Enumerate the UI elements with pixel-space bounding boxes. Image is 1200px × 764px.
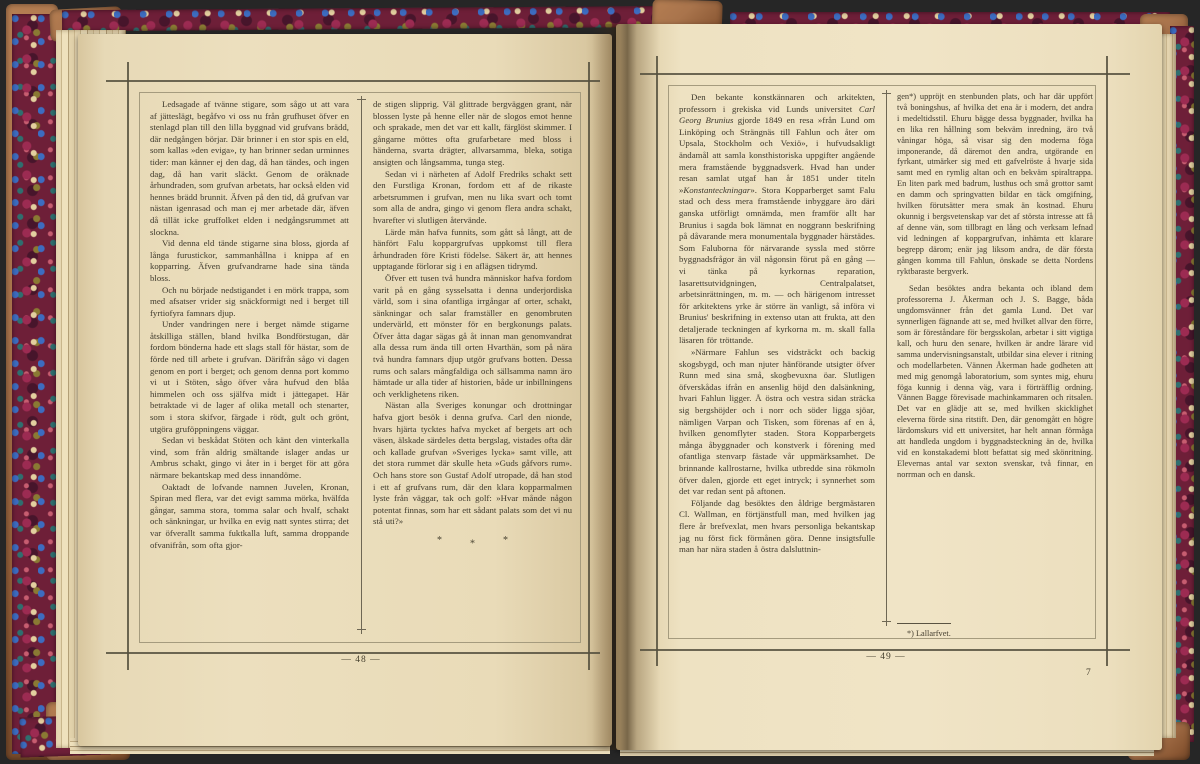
frame-line-bottom (640, 649, 1130, 651)
page-number-left: — 48 — (341, 655, 381, 665)
paragraph: Nästan alla Sveriges konungar och drottningar hafva gjort besök i denna grufva. Carl den nionde, hvars hjärta tycktes hafva mycket af bergets art och väsen, älskade särdeles detta bergslag, vistades ofta där och kallade grufvan »Sveriges lycka» samt ville, att det stora rummet där skulle heta »Guds gåfvors rum». Och hans store son Gustaf Adolf utropade, då han stod i ett af grufvans rum, där den klara kopparmalmen lyste från väggar, tak och golf: »Hvar månde någon potentat finnas, som har ett sådant palats som det vi nu stå uti?» (373, 400, 572, 527)
paragraph: Sedan besöktes andra bekanta och ibland dem professorerna J. Åkerman och J. S. Bagge, båda ungdomsvänner från det gamla Lund. Det var synnerligen fägnande att se, med hvilket allvar den förre, som är föreståndare för bergsskolan, arbetar i sitt vigtiga kall, och huru den senare, hvilken är andre lärare vid samma undervisningsanstalt, utbildar sina elever i ritning och modellarbeten. Vännen Åkerman hade godheten att med mig genomgå laboratorium, som syntes mig, ehuru föga kunnig i denna väg, vara i förträfflig ordning. Vännen Bagge förevisade machinkammaren och ritsalen. Det var en glädje att se, med hvilken skicklighet eleverna förde sina ritstift. Den, där genomgått en högre lärdomskurs vid ett universitet, har helt annan förmåga att handleda ungdom i byggnadsteckning än de, hvilka vid en konstakademi blott befattat sig med skönritning. Elevernas antal var sexton svenskar, två finnar, en norrman och en dansk. (897, 284, 1093, 479)
marbled-endpaper-top (62, 6, 712, 32)
marbled-endpaper-left (12, 14, 56, 754)
paragraph: Sedan vi i närheten af Adolf Fredriks schakt sett den Furstliga Kronan, fordom ett af de rikaste arbetsrummen i grufvan, men nu lika svart och tomt som alla de andra, gingo vi genom flera andra schakt, hvarefter vi slutligen återvände. (373, 168, 572, 225)
asterisk: * (503, 534, 508, 546)
right-page-text (679, 92, 1093, 638)
frame-line-right (1106, 56, 1108, 666)
paragraph (679, 92, 875, 347)
left-page-column-2 (373, 99, 572, 639)
paragraph: Lärde män hafva funnits, som gått så långt, att de hänfört Falu koppargrufvas uppkomst till flera århundraden före Kristi födelse. Säkert är, att hennes upptagande förlorar sig i en aflägsen tidrymd. (373, 226, 572, 272)
paragraph: Vid denna eld tände stigarne sina bloss, gjorda af långa furustickor, sammanhållna i knippa af en kopparring. Äfven grufvandrarne hade sina tända bloss. (150, 238, 349, 283)
frame-line-top (106, 80, 600, 82)
italic-book-title: Konstanteckningar (683, 184, 751, 195)
frame-line-left (656, 56, 658, 666)
frame-line-left (127, 62, 129, 670)
signature-number: 7 (1086, 668, 1091, 678)
paragraph: gen*) uppröjt en stenbunden plats, och har där uppfört två boningshus, af hvilka det ena är i modern, det andra i medeltidsstil. Ehuru bägge dessa byggnader, hvilka ha en lika ren hållning som bekväm inredning, äro två våningar höga, så visar sig den moderna föga imponerande, då däremot den andra, utgörande en fyrkant, utmärker sig med ett gafvelröste å hvarje sida samt med en rymlig altan och en bekväm spiraltrappa. En liten park med badrum, lusthus och små grottor samt en damm och springvatten bildar en täck omgifning, hvilken förutsätter mera smak än kostnad. Ehuru okunnig i bergsvetenskap var det af största intresse att få af denne vän, som tillbragt en lång och verksam lefnad vid ledningen af koppargrufvan, inhämta ett klarare begrepp därom; enär jag liksom andra, de där första gången komma till Fahlun, önskade se detta Nordens ryktbaraste bergverk. (897, 92, 1093, 276)
asterisk-dinkus (373, 534, 572, 550)
footnote (897, 623, 1093, 638)
paragraph: de stigen slipprig. Väl glittrade bergväggen grant, när blossen lyste på henne eller när de slogos emot henne och sprakade, men det var ett kallt, färglöst skimmer. I gångarne möttes ofta grufarbetare med bloss i händerna, svarta drägter, allvarsamma, bleka, sotiga ansigten och långsamma, tunga steg. (373, 99, 572, 167)
paragraph: Sedan vi beskådat Stöten och känt den vinterkalla vind, som från aldrig smältande islager andas ur Ambrus schakt, gingo vi åter in i berget för att göra närmare bekantskap med dess innandöme. (150, 435, 349, 480)
paragraph: Ledsagade af tvänne stigare, som sågo ut att vara af jätteslägt, begåfvo vi oss nu från grufhuset öfver en stenlagd plan till den lilla byggnad vid grufvans brädd, där nedgången börjar. Där brinner i en stor spis en eld, som kallas »den eviga», ty han brinner sedan urminnes tider: man känner ej den dag, då han tändes, och ingen dag, då han varit släckt. Genom de oräknade århundraden, som grufvan arbetats, har också elden vid hennes brädd brunnit. Äfven på den tid, då grufvan var nästan igenrasad och man ej mer arbetade där, äfven då tillät icke gruffolket elden i nedgångsrummet att slockna. (150, 99, 349, 237)
left-page-text (150, 99, 572, 639)
footnote-rule (897, 623, 951, 624)
paragraph: Under vandringen nere i berget nämde stigarne åtskilliga ställen, bland hvilka Bondförstugan, där fordom bönderna hade ett slags stall för hästar, som de förde ned till arbete i grufvan. Därifrån sågo vi dagen genom en port i berget; och genom denna port kommo vi ut i Stöten, sågo öfver våra hufvud den blåa himmelen och oss själfva midt i jättegapet. Här betraktade vi de lager af olika metall och stenarter, som i stora skifvor, färgade i rödt, gult och grönt, utgöra gruföppningens väggar. (150, 319, 349, 434)
frame-line-right (588, 62, 590, 670)
paragraph: Och nu började nedstigandet i en mörk trappa, som med afsatser vrider sig snäckformigt ned i berget till fyrtiofyra famnars djup. (150, 284, 349, 318)
paragraph: Följande dag besöktes den åldrige bergmästaren Cl. Wallman, en förtjänstfull man, med hvilken jag flere år brefvexlat, men hvars personliga bekantskap jag nu först fick förmånen göra. Denne insigtsfulle man har nära staden å östra dalsluttnin- (679, 497, 875, 555)
asterisk: * (437, 534, 442, 546)
asterisk: * (470, 538, 475, 550)
paragraph: »Närmare Fahlun ses vidsträckt och backig skogsbygd, och man njuter hänförande utsigter öfver Runn med sina små, skogbevuxna öar. Slutligen öfverskådas ifrån en ansenlig höjd den dalsänkning, hvari Fahlun ligger. Å östra och vestra sidan sträcka sig bergshöjder och i norr och söder ligga sjöar, nämligen Varpan och Tisken, som förenas af en å, hvilken genomflyter staden. Stora Kopparbergets många åbyggnader och konstverk i förening med ofantliga stenvarp fästade vår uppmärksamhet. De brinnande kallrostarne, hvilka utbredde sina rökmoln öfver dalen, gjorde ett eget intryck; i synnerhet som det var redan sent på aftonen. (679, 347, 875, 497)
right-page-column-2 (897, 92, 1093, 638)
text-run: gjorde 1849 en resa »från Lund om Linköping och Strängnäs till Fahlun och åter om Upsala, Stockholm och Vexiö», i hufvudsakligt ändamål att samla konsthistoriska uppgifter angående mera framstående byggnadsverk. Hvad han under resan samlat utgaf han år 1851 under titeln » (679, 115, 875, 195)
text-run: Den bekante konstkännaren och arkitekten, professorn i grekiska vid Lunds universitet (679, 92, 875, 114)
frame-line-top (640, 73, 1130, 75)
left-page-column-1 (150, 99, 349, 639)
page-number-right: — 49 — (866, 652, 906, 662)
frame-line-bottom (106, 652, 600, 654)
right-page-column-1 (679, 92, 875, 638)
text-run: ». Stora Kopparberget samt Falu stad och dess mera framstående inbyggare äro däri ganska utförligt omnämda, men framför allt har Brunius i sagda bok lämnat en noggrann beskrifning på dåvarande mera monumentala byggnader härstädes. Som Faluborna för närvarande syssla med större byggnadsfrågor än väl någonsin förut på en gång — vi tänka på kyrkornas reparation, lasarettsutvidgningen, Centralpalatset, arbetsinrättningen, m. m. — och härigenom intresset för arkitektens yrke är större än vanligt, så införa vi Brunius' beskrifning in extenso utan att frukta, att den detaljerade teckningen af kyrkorna m. m. skall falla läsaren för tröttande. (679, 184, 875, 346)
paragraph: Oaktadt de lofvande namnen Juvelen, Kronan, Spiran med flera, var det evigt samma mörka, hvälfda gångar, samma stora, tomma salar och hvalf, schakt och sänkningar, ur hvilka en evig natt syntes stirra; det var öfverallt samma fuktkalla luft, samma droppande ofvanifrån, som ofta gjor- (150, 481, 349, 550)
italic-person-name: Carl Georg Brunius (679, 103, 875, 126)
footnote-text: *) Lallarfvet. (907, 629, 951, 638)
paragraph: Öfver ett tusen två hundra människor hafva fordom varit på en gång sysselsatta i denna underjordiska värld, som i sina ofantliga irrgångar af orter, schakt, sänkningar och salar framställer en genombruten undervärld, ett mönster för en bergkonungs palats. Öfver åtta dagar sägas gå åt innan man genomvandrat alla dessa rum ända till orten Hvarthän, som på nära två hundra famnars djup utgör grufvans botten. Dessa rums och salars mångfaldiga och sällsamma namn äro hämtade ur alla tider af historien, både ur inbillningens och verklighetens riken. (373, 272, 572, 399)
